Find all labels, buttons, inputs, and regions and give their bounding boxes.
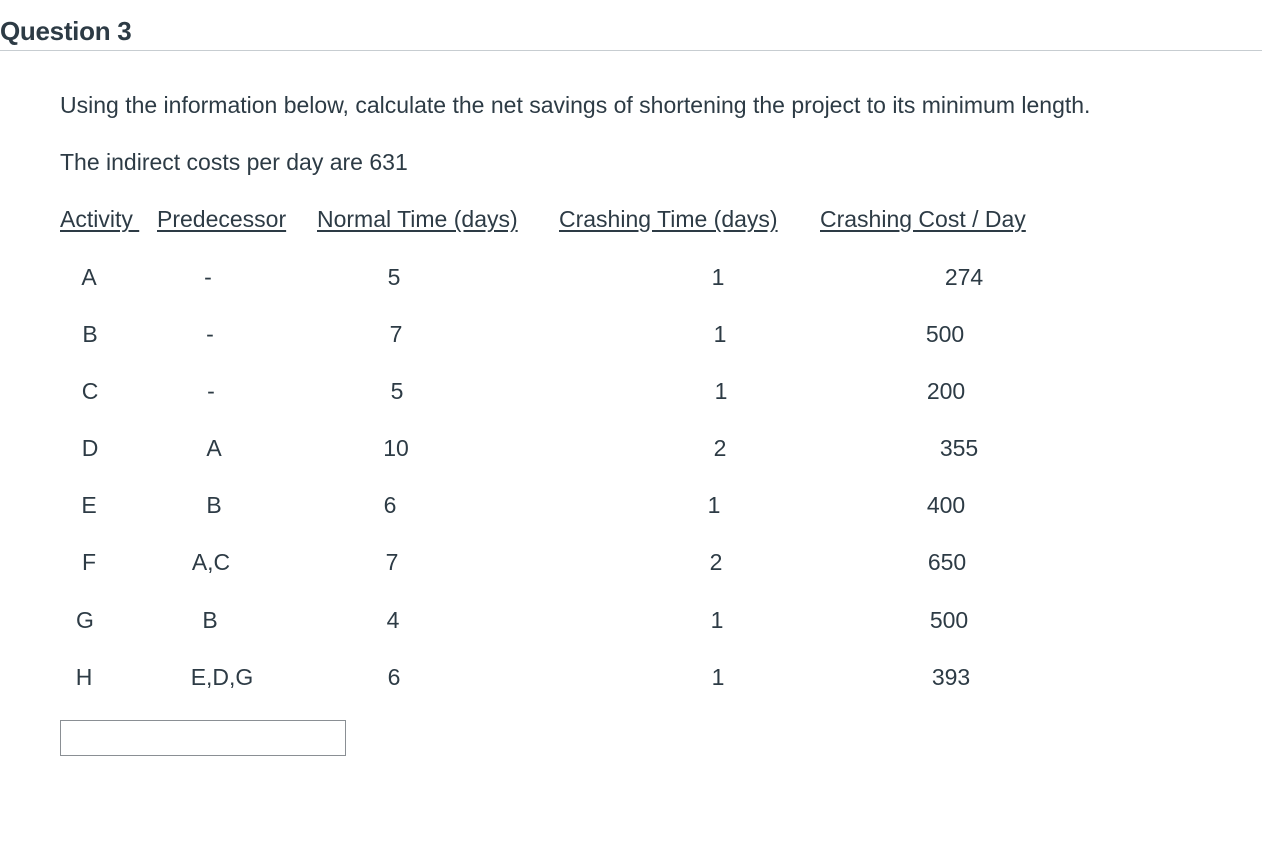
cell-predecessor: - bbox=[204, 264, 212, 290]
cell-activity: H bbox=[75, 664, 93, 690]
cell-crash-time: 1 bbox=[707, 492, 721, 518]
cell-normal-time: 7 bbox=[389, 321, 403, 347]
header-crashing-cost: Crashing Cost / Day bbox=[820, 206, 1026, 232]
header-crashing-time: Crashing Time (days) bbox=[559, 206, 778, 232]
cell-crash-time: 2 bbox=[713, 435, 727, 461]
question-prompt: Using the information below, calculate the net savings of shortening the project to its minimum length. bbox=[60, 92, 1091, 118]
cell-crash-time: 1 bbox=[714, 378, 728, 404]
cell-crash-cost: 200 bbox=[926, 378, 966, 404]
cell-normal-time: 10 bbox=[383, 435, 409, 461]
cell-activity: D bbox=[81, 435, 99, 461]
cell-activity: G bbox=[76, 607, 94, 633]
header-normal-time: Normal Time (days) bbox=[317, 206, 518, 232]
cell-normal-time: 4 bbox=[386, 607, 400, 633]
question-title: Question 3 bbox=[0, 16, 132, 46]
cell-activity: F bbox=[81, 549, 97, 575]
answer-input[interactable] bbox=[60, 720, 346, 756]
question-header bbox=[0, 14, 1262, 51]
cell-predecessor: E,D,G bbox=[190, 664, 254, 690]
cell-predecessor: - bbox=[206, 321, 214, 347]
cell-crash-time: 1 bbox=[711, 264, 725, 290]
header-activity: Activity bbox=[60, 206, 140, 232]
cell-normal-time: 5 bbox=[387, 264, 401, 290]
cell-crash-time: 1 bbox=[711, 664, 725, 690]
cell-normal-time: 6 bbox=[387, 664, 401, 690]
cell-normal-time: 6 bbox=[383, 492, 397, 518]
cell-crash-cost: 274 bbox=[944, 264, 984, 290]
cell-crash-cost: 650 bbox=[927, 549, 967, 575]
cell-crash-cost: 500 bbox=[925, 321, 965, 347]
cell-crash-cost: 355 bbox=[939, 435, 979, 461]
cell-activity: E bbox=[81, 492, 97, 518]
cell-crash-time: 1 bbox=[710, 607, 724, 633]
indirect-cost-text: The indirect costs per day are 631 bbox=[60, 149, 408, 175]
cell-activity: C bbox=[81, 378, 99, 404]
header-predecessor: Predecessor bbox=[157, 206, 287, 232]
cell-crash-cost: 500 bbox=[929, 607, 969, 633]
cell-crash-time: 1 bbox=[713, 321, 727, 347]
cell-normal-time: 5 bbox=[390, 378, 404, 404]
cell-predecessor: A bbox=[206, 435, 222, 461]
cell-predecessor: - bbox=[207, 378, 215, 404]
cell-crash-cost: 393 bbox=[931, 664, 971, 690]
cell-crash-cost: 400 bbox=[926, 492, 966, 518]
cell-activity: B bbox=[82, 321, 98, 347]
cell-predecessor: B bbox=[202, 607, 218, 633]
cell-crash-time: 2 bbox=[709, 549, 723, 575]
cell-predecessor: A,C bbox=[191, 549, 231, 575]
cell-activity: A bbox=[81, 264, 97, 290]
cell-predecessor: B bbox=[206, 492, 222, 518]
cell-normal-time: 7 bbox=[385, 549, 399, 575]
